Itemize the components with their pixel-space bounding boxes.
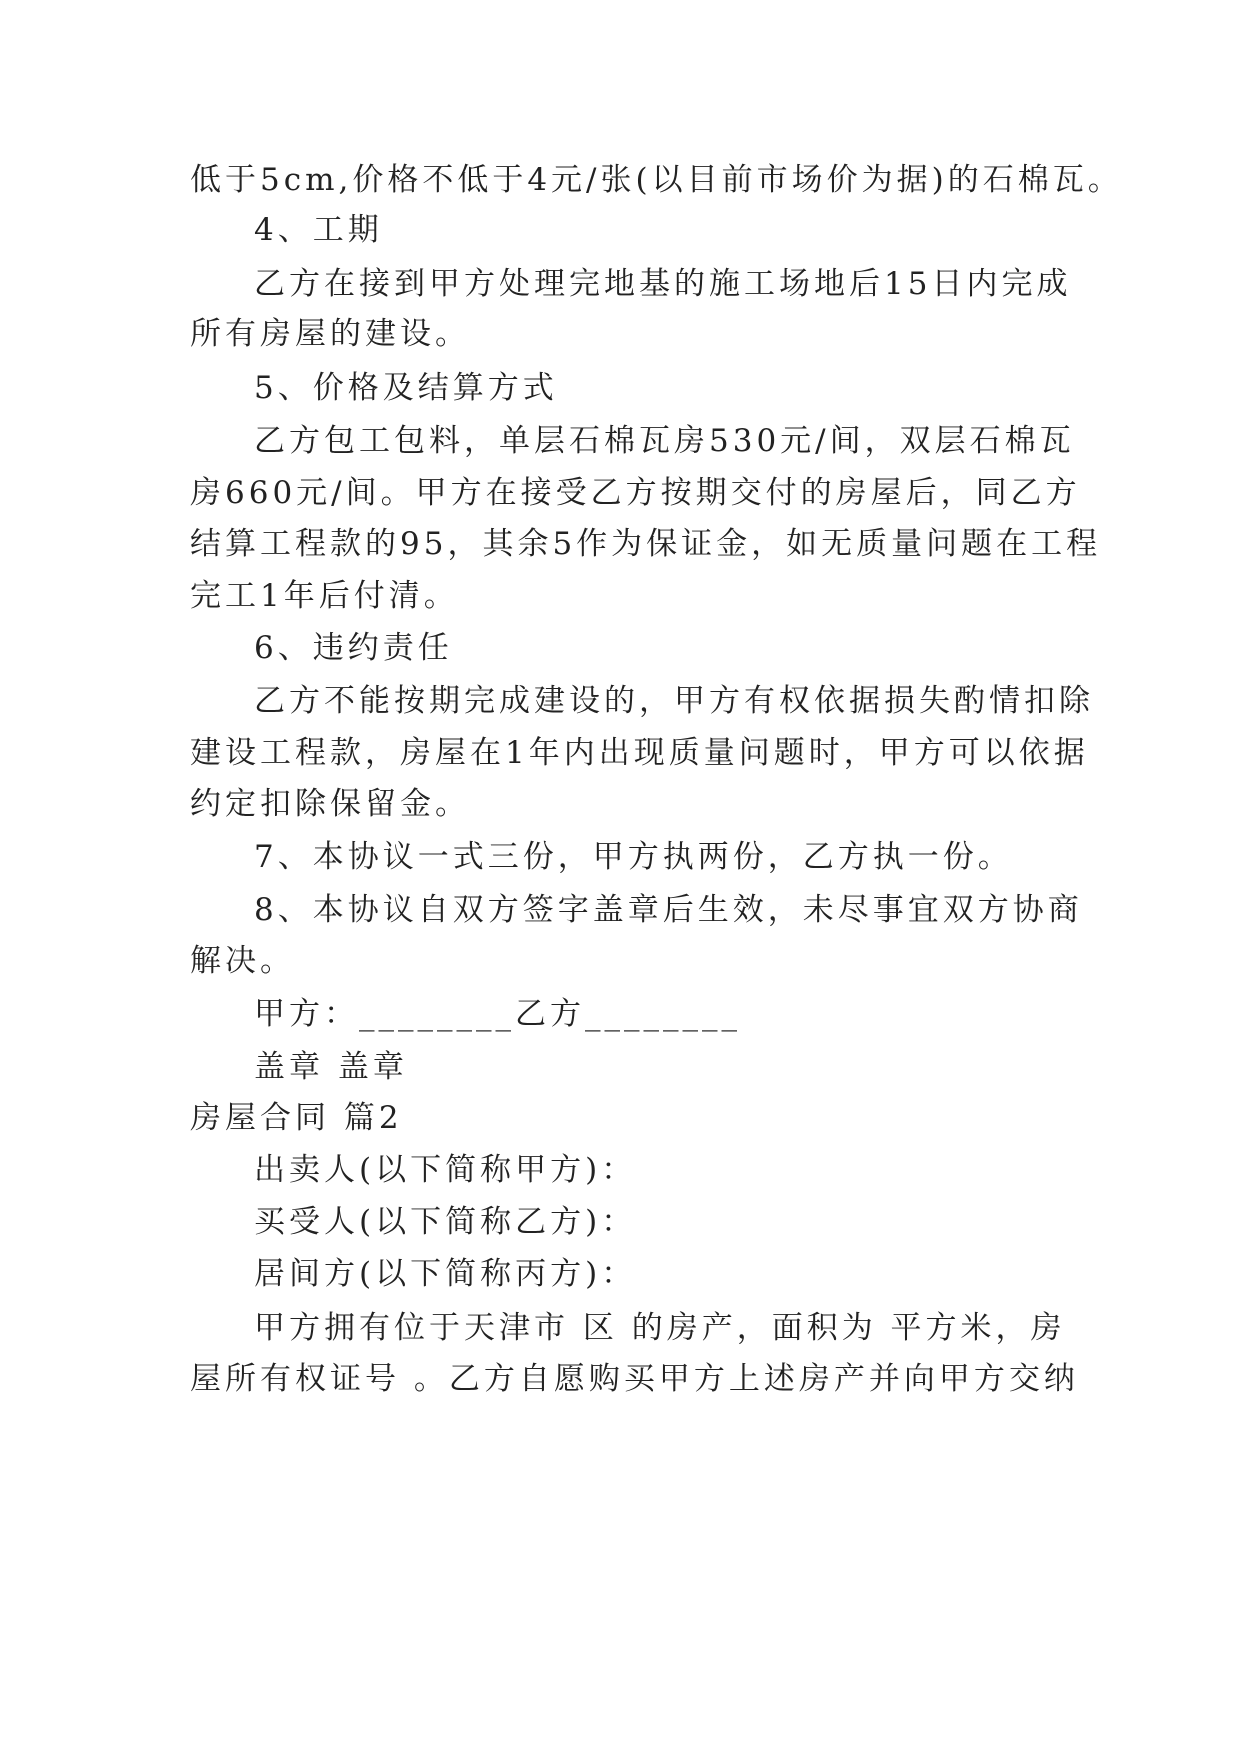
text-line: 7、本协议一式三份，甲方执两份，乙方执一份。	[254, 839, 1013, 875]
text-line: 屋所有权证号 。乙方自愿购买甲方上述房产并向甲方交纳	[190, 1361, 1079, 1397]
party-line: 出卖人(以下简称甲方)：	[254, 1152, 637, 1188]
text-line: 解决。	[190, 943, 295, 979]
seal-line: 盖章 盖章	[254, 1049, 408, 1085]
text-line: 结算工程款的95，其余5作为保证金，如无质量问题在工程	[190, 526, 1102, 562]
section-heading: 4、工期	[254, 212, 383, 248]
text-line: 8、本协议自双方签字盖章后生效，未尽事宜双方协商	[254, 892, 1083, 928]
text-line: 所有房屋的建设。	[190, 316, 470, 352]
section-heading: 6、违约责任	[254, 630, 453, 666]
text-line: 乙方在接到甲方处理完地基的施工场地后15日内完成	[254, 266, 1072, 302]
text-line: 约定扣除保留金。	[190, 786, 470, 822]
text-line: 乙方包工包料，单层石棉瓦房530元/间，双层石棉瓦	[254, 423, 1075, 459]
text-line: 乙方不能按期完成建设的，甲方有权依据损失酌情扣除	[254, 683, 1094, 719]
contract-title: 房屋合同 篇2	[190, 1100, 403, 1136]
party-line: 买受人(以下简称乙方)：	[254, 1204, 637, 1240]
text-line: 房660元/间。甲方在接受乙方按期交付的房屋后，同乙方	[190, 475, 1081, 511]
section-heading: 5、价格及结算方式	[254, 370, 558, 406]
signature-line: 甲方：________乙方________	[254, 996, 741, 1032]
text-line: 建设工程款，房屋在1年内出现质量问题时，甲方可以依据	[190, 735, 1089, 771]
text-line: 低于5cm,价格不低于4元/张(以目前市场价为据)的石棉瓦。	[190, 162, 1123, 198]
text-line: 完工1年后付清。	[190, 578, 459, 614]
text-line: 甲方拥有位于天津市 区 的房产，面积为 平方米，房	[254, 1310, 1066, 1346]
party-line: 居间方(以下简称丙方)：	[254, 1256, 637, 1292]
